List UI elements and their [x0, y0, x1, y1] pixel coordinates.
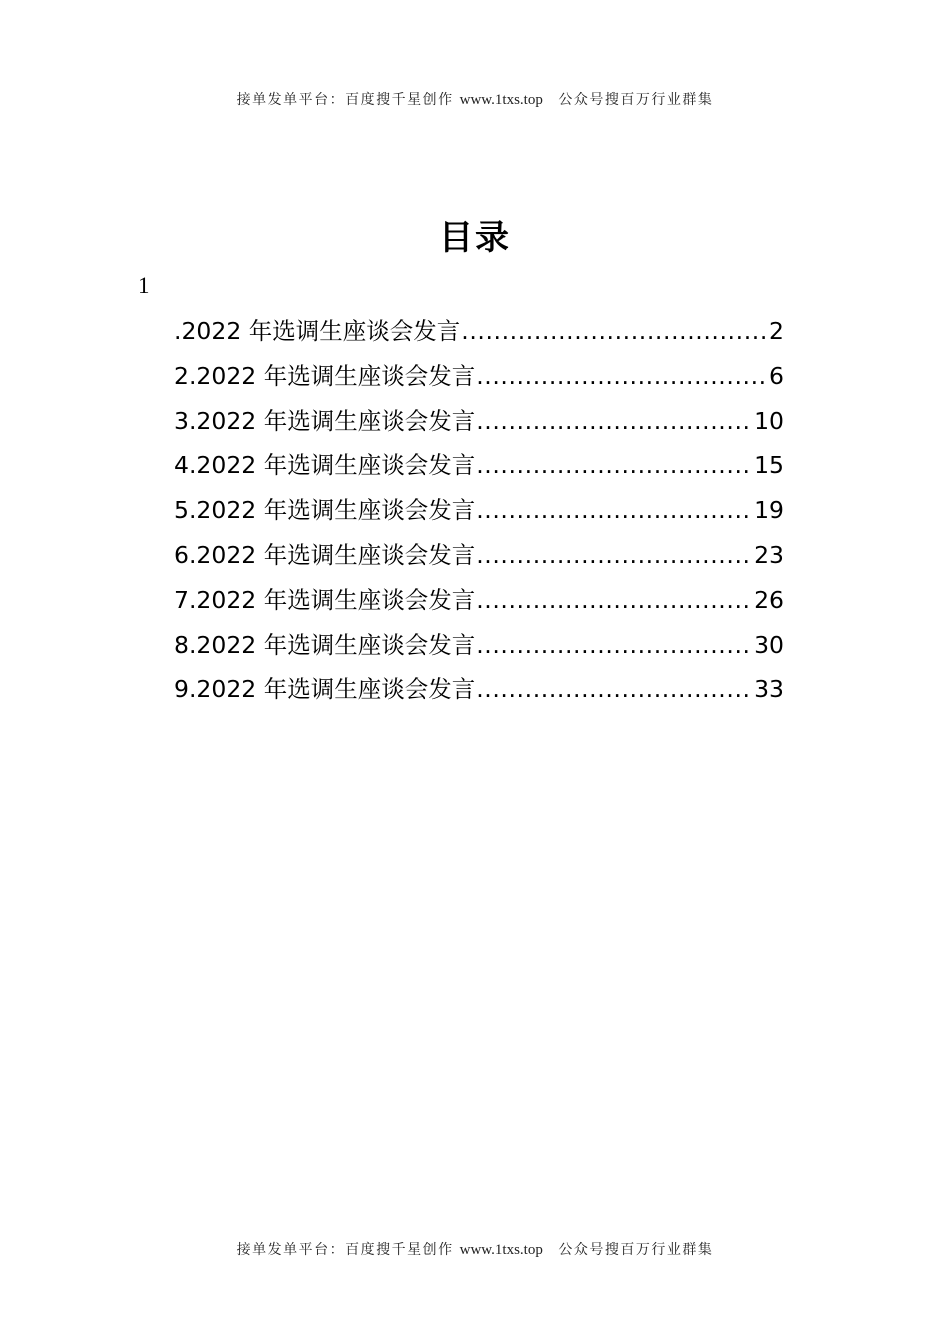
toc-entry-page: 33: [754, 675, 784, 704]
toc-entry-leader: [476, 407, 753, 435]
toc-entry-leader: [476, 541, 753, 569]
header-suffix: 公众号搜百万行业群集: [542, 92, 714, 108]
toc-entry-page: 19: [754, 496, 784, 525]
stray-number: 1: [138, 273, 150, 298]
page-title: 目录: [439, 218, 511, 258]
page-footer-note: [0, 1239, 950, 1259]
header-prefix: 接单发单平台：百度搜千星创作: [236, 92, 460, 108]
table-of-contents: [174, 312, 784, 715]
toc-entry-title: 7.2022 年选调生座谈会发言: [174, 585, 476, 614]
toc-entry-page: 23: [754, 540, 784, 569]
toc-entry-title: 8.2022 年选调生座谈会发言: [174, 630, 476, 659]
toc-entry-page: 2: [769, 317, 784, 345]
toc-entry-leader: [476, 586, 753, 614]
footer-suffix: 公众号搜百万行业群集: [542, 1242, 714, 1258]
toc-entry[interactable]: [174, 402, 784, 447]
toc-entry-page: 26: [754, 585, 784, 614]
toc-entry[interactable]: [174, 670, 784, 715]
toc-entry-title: 4.2022 年选调生座谈会发言: [174, 451, 476, 480]
toc-entry-title: .2022 年选调生座谈会发言: [174, 317, 461, 345]
toc-entry-leader: [476, 362, 768, 390]
toc-entry-page: 15: [754, 451, 784, 480]
toc-entry-leader: [476, 631, 753, 659]
toc-entry[interactable]: [174, 312, 784, 357]
toc-entry-leader: [461, 317, 768, 345]
toc-entry-title: 5.2022 年选调生座谈会发言: [174, 496, 476, 525]
toc-entry[interactable]: [174, 446, 784, 491]
toc-entry-page: 6: [769, 361, 784, 390]
toc-entry[interactable]: [174, 581, 784, 626]
toc-entry-page: 10: [754, 406, 784, 435]
toc-entry-title: 3.2022 年选调生座谈会发言: [174, 406, 476, 435]
header-url: www.1txs.top: [459, 92, 543, 108]
toc-entry[interactable]: [174, 626, 784, 671]
toc-entry-title: 2.2022 年选调生座谈会发言: [174, 361, 476, 390]
toc-entry-leader: [476, 451, 753, 479]
toc-entry-page: 30: [754, 630, 784, 659]
toc-entry-leader: [476, 496, 753, 524]
page-header-note: [0, 89, 950, 109]
toc-entry-title: 6.2022 年选调生座谈会发言: [174, 540, 476, 569]
footer-prefix: 接单发单平台：百度搜千星创作: [236, 1242, 460, 1258]
toc-entry[interactable]: [174, 357, 784, 402]
footer-url: www.1txs.top: [459, 1242, 543, 1258]
toc-entry[interactable]: [174, 536, 784, 581]
toc-entry-title: 9.2022 年选调生座谈会发言: [174, 675, 476, 704]
toc-entry-leader: [476, 675, 753, 703]
toc-entry[interactable]: [174, 491, 784, 536]
